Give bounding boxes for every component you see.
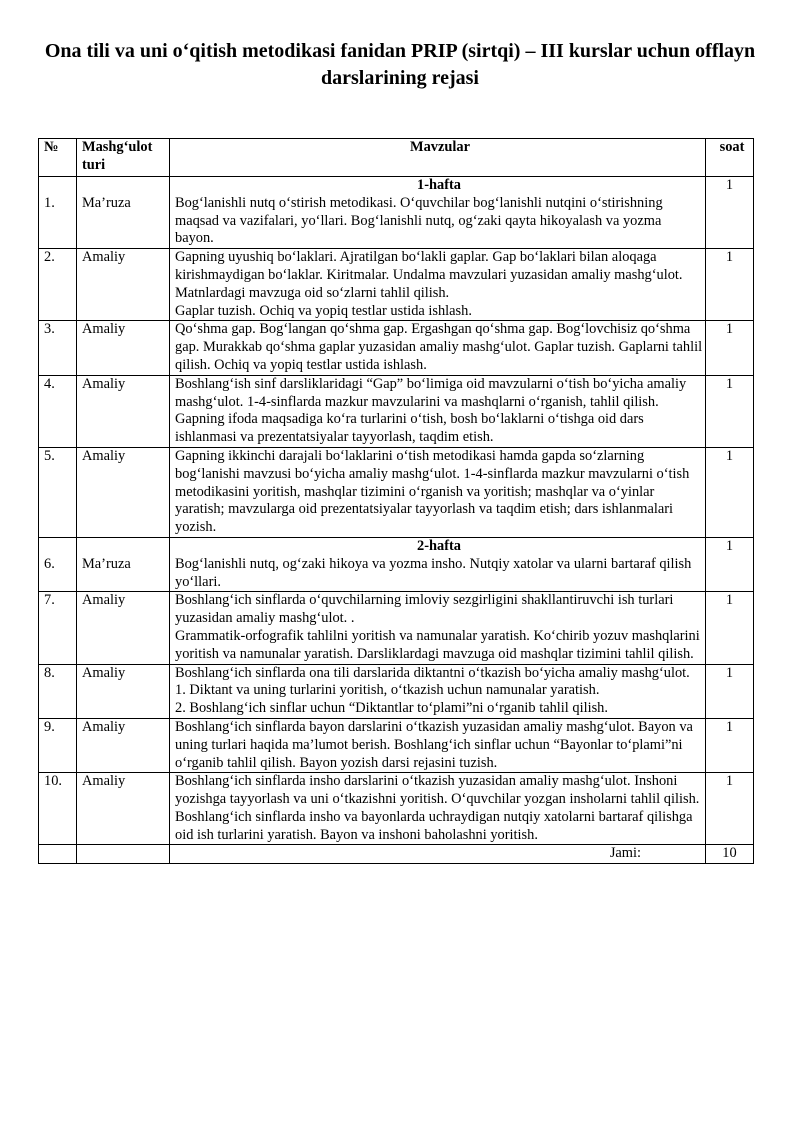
total-row: [39, 845, 754, 864]
row-lesson-type: Amaliy: [77, 718, 170, 772]
row-number: 10.: [39, 773, 77, 845]
row-topic: [170, 447, 706, 537]
lesson-plan-table: [38, 138, 754, 864]
table-row: [39, 664, 754, 718]
row-hours: 1: [706, 321, 754, 375]
row-topic: [170, 321, 706, 375]
row-lesson-type: Amaliy: [77, 321, 170, 375]
table-row: [39, 321, 754, 375]
table-row: [39, 773, 754, 845]
week-label: 2-hafta: [417, 537, 461, 554]
row-number: 8.: [39, 664, 77, 718]
header-lesson-type: Mashg‘ulot turi: [77, 139, 170, 177]
row-hours: 1: [706, 249, 754, 321]
table-body: [39, 177, 754, 845]
topic-paragraph: 1. Diktant va uning turlarini yoritish, o‘tkazish uchun namunalar yaratish.: [175, 682, 600, 699]
topic-paragraph: Boshlang‘ish sinf darsliklaridagi “Gap” bo‘limiga oid mavzularni o‘tish bo‘yicha amaliy mashg‘ulot. 1-4-sinflarda mazkur mavzularini va mashqlarni o‘rganish, tahlil qilish. Gapning ifoda maqsadiga ko‘ra turlarini o‘tish, bosh bo‘laklarni o‘tishga oid dars ishlanmasi va prezentatsiyalar tayyorlash, taqdim etish.: [175, 375, 687, 446]
row-number: 3.: [39, 321, 77, 375]
topic-paragraph: Boshlang‘ich sinflarda ona tili darslarida diktantni o‘tkazish bo‘yicha amaliy mashg‘ulot.: [175, 664, 690, 681]
row-hours: 1: [706, 537, 754, 591]
row-hours: 1: [706, 177, 754, 249]
total-empty-type: [77, 845, 170, 864]
row-topic: [170, 537, 706, 591]
topic-paragraph: Qo‘shma gap. Bog‘langan qo‘shma gap. Ergashgan qo‘shma gap. Bog‘lovchisiz qo‘shma gap. Murakkab qo‘shma gaplar yuzasidan amaliy mashg‘ulot. Gaplar tuzish. Gaplarni tahlil qilish. Ochiq va yopiq testlar ustida ishlash.: [175, 321, 703, 373]
row-lesson-type: Amaliy: [77, 773, 170, 845]
row-topic: [170, 375, 706, 447]
row-number: 6.: [39, 537, 77, 591]
table-header-row: [39, 139, 754, 177]
row-hours: 1: [706, 447, 754, 537]
row-hours: 1: [706, 375, 754, 447]
row-lesson-type: Ma’ruza: [77, 177, 170, 249]
topic-paragraph: 2. Boshlang‘ich sinflar uchun “Diktantlar to‘plami”ni o‘rganib tahlil qilish.: [175, 700, 608, 717]
total-label: Jami:: [170, 845, 706, 864]
week-label: 1-hafta: [417, 177, 461, 193]
topic-paragraph: Grammatik-orfografik tahlilni yoritish va namunalar yaratish. Ko‘chirib yozuv mashqlarini yoritish va namunalar yaratish. Darsliklardagi mavzuga oid mashqlar tizimini tahlil qilish.: [175, 627, 700, 662]
row-hours: 1: [706, 718, 754, 772]
row-lesson-type: Amaliy: [77, 249, 170, 321]
topic-paragraph: Boshlang‘ich sinflarda insho darslarini o‘tkazish yuzasidan amaliy mashg‘ulot. Inshoni yozishga tayyorlash va uni o‘tkazishni yoritish. O‘quvchilar yozgan insholarni tahlil qilish. Boshlang‘ich sinflarda insho va bayonlarda uchraydigan nutqiy xatolarni bartaraf qilishga oid ish turlarini yaratish. Bayon va inshoni baholashni yoritish.: [175, 773, 700, 843]
row-hours: 1: [706, 664, 754, 718]
row-lesson-type: Amaliy: [77, 447, 170, 537]
table-row: [39, 177, 754, 249]
row-hours: 1: [706, 773, 754, 845]
row-topic: [170, 592, 706, 664]
row-number: 1.: [39, 177, 77, 249]
header-topics: Mavzular: [170, 139, 706, 177]
table-row: [39, 375, 754, 447]
row-lesson-type: Amaliy: [77, 592, 170, 664]
row-number: 2.: [39, 249, 77, 321]
row-topic: [170, 249, 706, 321]
row-lesson-type: Amaliy: [77, 375, 170, 447]
table-row: [39, 718, 754, 772]
row-hours: 1: [706, 592, 754, 664]
header-hours: soat: [706, 139, 754, 177]
row-topic: [170, 718, 706, 772]
topic-paragraph: Boshlang‘ich sinflarda o‘quvchilarning imloviy sezgirligini shakllantiruvchi ish turlari yuzasidan amaliy mashg‘ulot. .: [175, 592, 674, 627]
total-empty-num: [39, 845, 77, 864]
row-lesson-type: Amaliy: [77, 664, 170, 718]
topic-paragraph: Boshlang‘ich sinflarda bayon darslarini o‘tkazish yuzasidan amaliy mashg‘ulot. Bayon va uning turlari haqida ma’lumot berish. Boshlang‘ich sinflar uchun “Bayonlar to‘plami”ni o‘rganib tahlil qilish. Bayon yozish darsi rejasini tuzish.: [175, 718, 693, 771]
table-row: [39, 249, 754, 321]
row-topic: [170, 773, 706, 845]
row-topic: [170, 664, 706, 718]
topic-paragraph: Gapning ikkinchi darajali bo‘laklarini o‘tish metodikasi hamda gapda so‘zlarning bog‘lanishi mavzusi bo‘yicha amaliy mashg‘ulot. 1-4-sinflarda mazkur mavzularni o‘tish metodikasini yoritish, mashqlar tizimini o‘rganish va yoritish; mashqlar va o‘yinlar yaratish; mavzularga oid prezentatsiyalar tayyorlash va taqdim etish; dars ishlanmalari yozish.: [175, 447, 690, 536]
row-number: 4.: [39, 375, 77, 447]
topic-paragraph: Bog‘lanishli nutq o‘stirish metodikasi. O‘quvchilar bog‘lanishli nutqini o‘stirishning maqsad va vazifalari, yo‘llari. Bog‘lanishli nutq, og‘zaki qayta hikoyalash va yozma bayon.: [175, 194, 663, 247]
table-row: [39, 447, 754, 537]
topic-paragraph: Bog‘lanishli nutq, og‘zaki hikoya va yozma insho. Nutqiy xatolar va ularni bartaraf qilish yo‘llari.: [175, 555, 692, 590]
page-title: Ona tili va uni o‘qitish metodikasi fanidan PRIP (sirtqi) – III kurslar uchun offlayn darslarining rejasi: [44, 40, 756, 89]
row-lesson-type: Ma’ruza: [77, 537, 170, 591]
topic-paragraph: Gapning uyushiq bo‘laklari. Ajratilgan bo‘lakli gaplar. Gap bo‘laklari bilan aloqaga kirishmaydigan bo‘laklar. Kiritmalar. Undalma mavzulari yuzasidan amaliy mashg‘ulot. Matnlardagi mavzuga oid so‘zlarni tahlil qilish.: [175, 249, 683, 301]
total-value: 10: [706, 845, 754, 864]
topic-paragraph: Gaplar tuzish. Ochiq va yopiq testlar ustida ishlash.: [175, 302, 472, 319]
row-number: 9.: [39, 718, 77, 772]
row-number: 5.: [39, 447, 77, 537]
row-number: 7.: [39, 592, 77, 664]
table-row: [39, 537, 754, 591]
table-row: [39, 592, 754, 664]
row-topic: [170, 177, 706, 249]
header-number: №: [39, 139, 77, 177]
